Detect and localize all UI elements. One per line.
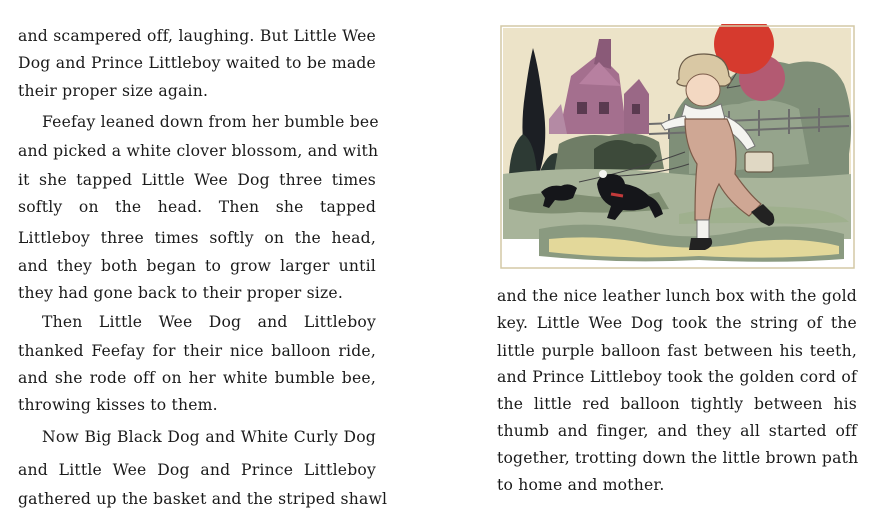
text-line: and picked a white clover blossom, and with xyxy=(18,142,379,160)
text-line: and scampered off, laughing. But Little Wee xyxy=(18,27,376,45)
text-line: throwing kisses to them. xyxy=(18,396,218,414)
text-line: Littleboy three times softly on the head, xyxy=(18,229,376,247)
text-line: to home and mother. xyxy=(497,476,665,494)
text-line: Dog and Prince Littleboy waited to be made xyxy=(18,54,376,72)
text-line: it she tapped Little Wee Dog three times xyxy=(18,171,376,189)
text-line: and Prince Littleboy took the golden cord of xyxy=(497,368,857,386)
text-line: gathered up the basket and the striped shawl xyxy=(18,490,388,508)
text-line: thumb and finger, and they all started off xyxy=(497,422,857,440)
text-line: softly on the head. Then she tapped xyxy=(18,198,376,216)
illustration-boy-with-balloons xyxy=(499,24,856,270)
text-line: thanked Feefay for their nice balloon ride, xyxy=(18,342,376,360)
text-line: and she rode off on her white bumble bee, xyxy=(18,369,376,387)
text-line: and the nice leather lunch box with the gold xyxy=(497,287,857,305)
text-line: and they both began to grow larger until xyxy=(18,257,376,275)
text-line: together, trotting down the little brown path xyxy=(497,449,859,467)
text-line: Feefay leaned down from her bumble bee xyxy=(42,113,379,131)
text-line: their proper size again. xyxy=(18,82,209,100)
text-line: Now Big Black Dog and White Curly Dog xyxy=(42,428,376,446)
text-line: Then Little Wee Dog and Littleboy xyxy=(42,313,376,331)
text-line: the little red balloon tightly between his xyxy=(497,395,857,413)
text-line: they had gone back to their proper size. xyxy=(18,284,343,302)
text-line: key. Little Wee Dog took the string of the xyxy=(497,314,857,332)
text-line: little purple balloon fast between his teeth, xyxy=(497,342,857,360)
text-line: and Little Wee Dog and Prince Littleboy xyxy=(18,461,376,479)
